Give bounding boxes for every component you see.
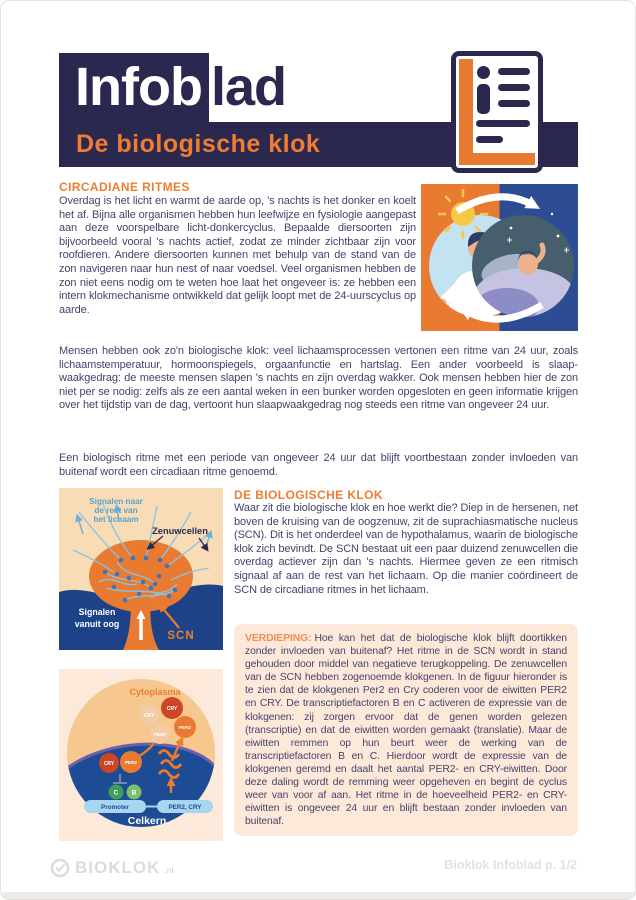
signals-out-label: de rest van [94, 506, 138, 515]
section-heading-biological-clock: DE BIOLOGISCHE KLOK [234, 488, 383, 502]
protein-per2-faded-label: PER2 [153, 732, 167, 737]
document-icon-line [476, 120, 530, 127]
gene-label: PER2, CRY [168, 804, 202, 811]
page-number: Bioklok Infoblad p. 1/2 [444, 858, 577, 872]
brand-name: BIOKLOK [75, 858, 161, 877]
clock-check-icon [49, 857, 71, 879]
document-icon-line [476, 136, 503, 143]
signals-out-label: Signalen naar [89, 497, 143, 506]
verdieping-label: VERDIEPING: [245, 633, 312, 644]
nucleus-per2-label: PER2 [124, 760, 138, 765]
scn-label: SCN [167, 630, 195, 642]
page-title [59, 53, 286, 122]
signals-in-label: Signalen [78, 607, 116, 617]
factor-c-label: C [113, 789, 119, 797]
verdieping-text: Hoe kan het dat de biologische klok blijft doortikken zonder invloeden van buitenaf? Het ritme in de SCN wordt in stand gehouden door middel van negatieve terugkoppeling. De zenuwcellen van de SCN hebben zogenoemde klokgenen. In de figuur hieronder is te zien dat de klokgenen Per2 en Cry coderen voor de eiwitten PER2 en CRY. De transcriptiefactoren B en C activeren de expressie van de klokgenen: zij zorgen ervoor dat de genen worden gelezen (transcriptie) en dat de eiwitten worden gemaakt (translatie). Maar de eiwitten remmen op hun beurt weer de werking van de transcriptiefactoren B en C. Hierdoor wordt de expressie van de klokgenen geremd en daalt het aantal PER2- en CRY-eiwitten. Door deze daling wordt de remming weer opgeheven en begint de cyclus weer van voor af aan. Het ritme in de hoeveelheid PER2- en CRY-eiwitten is ongeveer 24 uur en blijft bestaan zonder invloeden van buitenaf. [245, 633, 567, 828]
page-subtitle: De biologische klok [76, 130, 321, 158]
nucleus-cry-label: CRY [103, 761, 115, 767]
circadian-paragraph-3: Een biologisch ritme met een periode van ongeveer 24 uur dat blijft voortbestaan zonder invloeden van buitenaf wordt een circadiaan ritme genoemd. [59, 452, 578, 478]
page-bottom-edge [1, 892, 635, 899]
document-icon-line [498, 84, 530, 91]
neurons-label: Zenuwcellen [152, 526, 208, 536]
nucleus-label: Celkern [127, 815, 167, 827]
page-title-highlight: Infob [59, 53, 209, 122]
cytoplasm-label: Cytoplasma [129, 687, 181, 697]
page-title-rest: lad [210, 57, 286, 117]
verdieping-paragraph [245, 632, 567, 828]
section-heading-circadian: CIRCADIANE RITMES [59, 180, 190, 194]
document-icon-line [498, 100, 530, 107]
document-icon-bottom-bar [459, 153, 535, 165]
protein-cry-faded-label: CRY [143, 713, 155, 719]
protein-per2-label: PER2 [178, 725, 192, 730]
signals-in-label: vanuit oog [74, 619, 120, 629]
day-night-cycle-illustration [421, 184, 578, 331]
biological-clock-paragraph: Waar zit die biologische klok en hoe werkt die? Diep in de hersenen, net boven de kruising van de oogzenuw, zit de suprachiasmatische nucleus (SCN). Dit is het onderdeel van de hypothalamus, waarin de biologische klok zich bevindt. De SCN bestaat uit een paar duizend zenuwcellen die overdag actiever zijn dan 's nachts. Hiermee geven ze een ritmisch signaal af aan de rest van het lichaam. Op die manier coördineert de SCN de circadiane ritmes in het lichaam. [234, 502, 578, 596]
info-i-dot-icon [477, 66, 490, 79]
document-icon [451, 51, 543, 173]
info-i-body-icon [477, 84, 490, 114]
circadian-paragraph-2: Mensen hebben ook zo'n biologische klok: veel lichaamsprocessen vertonen een ritme van 24 uur, zoals lichaamstemperatuur, hormoonspiegels, orgaanfunctie en hartslag. Een ander voorbeeld is slaap-waakgedrag: de meeste mensen slapen 's nachts en zijn overdag wakker. Ook mensen hebben hier de zon niet per se nodig: zelfs als ze een aantal weken in een bunker worden opgesloten en geen informatie krijgen over het tijdstip van de dag, vertoont hun slaapwaakgedrag nog steeds een ritme van ongeveer 24 uur. [59, 345, 578, 412]
signals-out-label: het lichaam [93, 515, 139, 524]
document-icon-left-bar [459, 59, 473, 165]
promoter-label: Promoter [101, 804, 129, 811]
scn-brain-diagram [59, 488, 223, 650]
brand-tld: .nl [164, 865, 174, 875]
bioklok-logo [49, 857, 174, 879]
verdieping-box [234, 624, 578, 836]
clock-gene-cell-diagram [59, 669, 223, 841]
factor-b-label: B [131, 789, 137, 797]
circadian-paragraph-1: Overdag is het licht en warmt de aarde op, 's nachts is het donker en koelt het af. Bijna alle organismen hebben hun leefwijze en fysiologie aangepast aan deze voorspelbare licht-donkercyclus. Bepaalde diersoorten zijn bijvoorbeeld vooral 's nachts actief, zodat ze minder zichtbaar zijn voor roofdieren. Andere diersoorten kunnen met behulp van de stand van de zon navigeren naar hun nest of naar voedsel. Veel organismen hebben de zon niet eens nodig om te weten hoe laat het ongeveer is: ze hebben een intern klokmechanisme ontwikkeld dat gelijk loopt met de 24-uurscyclus op aarde. [59, 195, 416, 316]
protein-cry-label: CRY [166, 706, 178, 712]
document-icon-line [498, 68, 530, 75]
